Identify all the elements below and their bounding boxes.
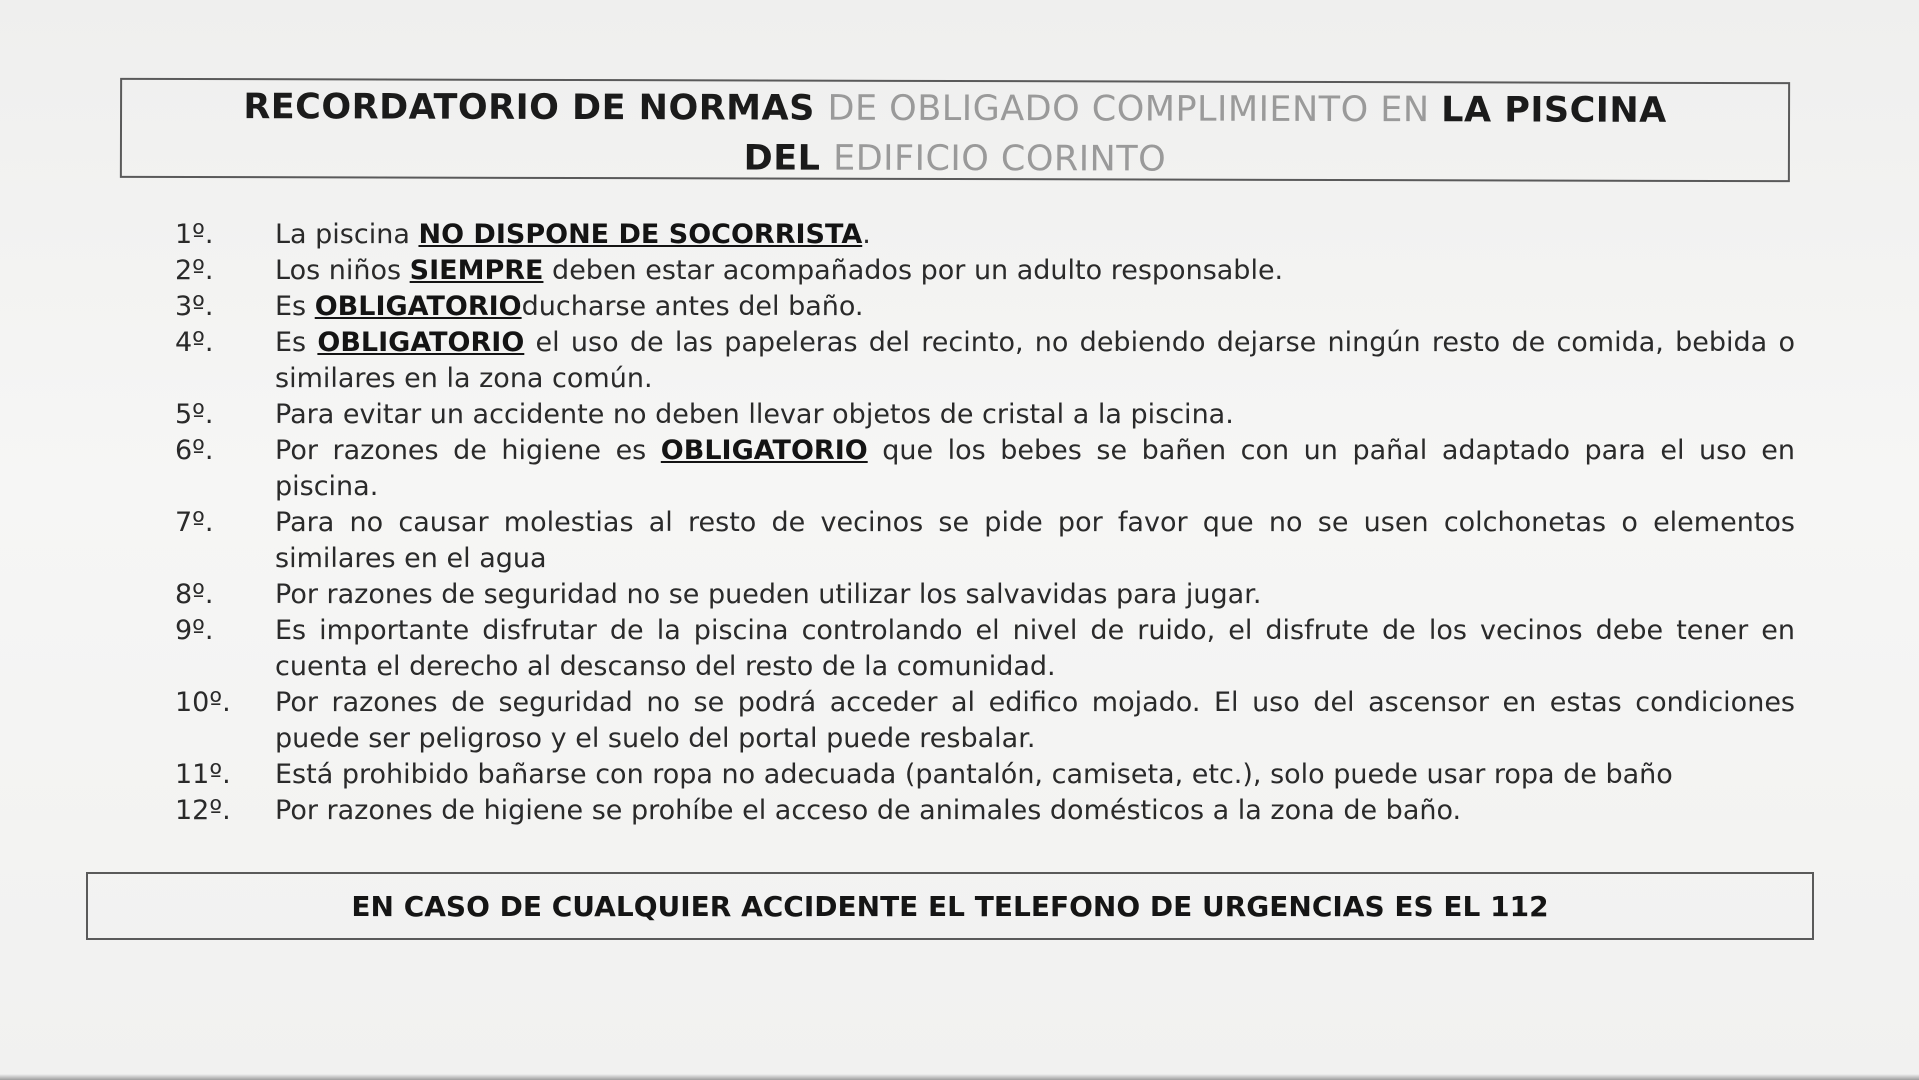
rule-text-pre: Por razones de seguridad no se podrá acceder al edifico mojado. El uso del ascensor en estas condiciones puede ser peligroso y el suelo del portal puede resbalar. [275,687,1795,754]
rule-text-pre: La piscina [275,219,419,250]
rule-text-post: deben estar acompañados por un adulto responsable. [543,255,1284,286]
rule-number: 6º. [175,435,214,466]
rule-emphasis: OBLIGATORIO [660,435,868,466]
rule-number: 1º. [175,219,214,250]
title-line-2 [122,132,1788,186]
rule-text [275,757,1795,793]
rule-number: 10º. [175,687,231,718]
rule-item [175,505,1795,577]
rule-text [275,397,1795,433]
rule-emphasis: OBLIGATORIO [317,327,525,358]
rule-number: 5º. [175,399,214,430]
rule-item [175,577,1795,613]
title-line-1-bold: RECORDATORIO DE NORMAS [243,87,828,129]
title-line-1 [122,82,1788,136]
rule-number: 12º. [175,795,231,826]
rule-item [175,793,1795,829]
rule-text-pre: Es [275,327,318,358]
rule-item [175,289,1795,325]
rule-number: 11º. [175,759,231,790]
rule-text [275,253,1795,289]
rule-text [275,685,1795,757]
rule-text-pre: Por razones de higiene se prohíbe el acceso de animales domésticos a la zona de baño. [275,795,1462,826]
rule-text-pre: Está prohibido bañarse con ropa no adecuada (pantalón, camiseta, etc.), solo puede usar ropa de baño [275,759,1673,790]
rule-number: 8º. [175,579,214,610]
emergency-text: EN CASO DE CUALQUIER ACCIDENTE EL TELEFONO DE URGENCIAS ES EL 112 [351,890,1549,923]
rule-text-pre: Los niños [275,255,410,286]
rule-text-pre: Para no causar molestias al resto de vecinos se pide por favor que no se usen colchonetas o elementos similares en el agua [275,507,1795,574]
rule-number: 2º. [175,255,214,286]
rule-text [275,577,1795,613]
rule-text-pre: Es importante disfrutar de la piscina controlando el nivel de ruido, el disfrute de los vecinos debe tener en cuenta el derecho al descanso del resto de la comunidad. [275,615,1795,682]
emergency-box [86,872,1814,940]
rule-item [175,685,1795,757]
rule-text [275,433,1795,505]
title-line-2-faded: EDIFICIO CORINTO [833,138,1167,180]
rule-emphasis: OBLIGATORIO [314,291,522,322]
rule-text [275,325,1795,397]
rule-item [175,397,1795,433]
rule-item [175,253,1795,289]
rule-item [175,433,1795,505]
rule-number: 9º. [175,615,214,646]
rule-number: 3º. [175,291,214,322]
rule-text-post: . [862,219,871,250]
rule-emphasis: NO DISPONE DE SOCORRISTA [418,219,863,250]
rule-text-pre: Por razones de higiene es [275,435,661,466]
rule-text [275,289,1795,325]
title-box [120,78,1790,182]
rule-item [175,325,1795,397]
rule-text-post: que los bebes se bañen con un pañal adaptado para el uso en piscina. [275,435,1796,502]
title-line-1-faded: DE OBLIGADO COMPLIMIENTO EN [827,88,1442,131]
rule-text [275,217,1795,253]
rule-text [275,613,1795,685]
title-line-1-end: LA PISCINA [1441,90,1667,131]
rule-item [175,217,1795,253]
rule-text-post: el uso de las papeleras del recinto, no debiendo dejarse ningún resto de comida, bebida o similares en la zona común. [275,327,1795,394]
rule-item [175,613,1795,685]
rule-text [275,793,1795,829]
rule-text-pre: Es [275,291,315,322]
rules-list [175,217,1795,829]
rule-text-pre: Por razones de seguridad no se pueden utilizar los salvavidas para jugar. [275,579,1262,610]
title-line-2-bold: DEL [743,138,834,179]
rule-item [175,757,1795,793]
page-edge-shadow [0,1074,1919,1080]
rule-text-post: ducharse antes del baño. [521,291,864,322]
rule-text-pre: Para evitar un accidente no deben llevar objetos de cristal a la piscina. [275,399,1234,430]
rule-emphasis: SIEMPRE [409,255,544,286]
rule-text [275,505,1795,577]
rule-number: 7º. [175,507,214,538]
rule-number: 4º. [175,327,214,358]
